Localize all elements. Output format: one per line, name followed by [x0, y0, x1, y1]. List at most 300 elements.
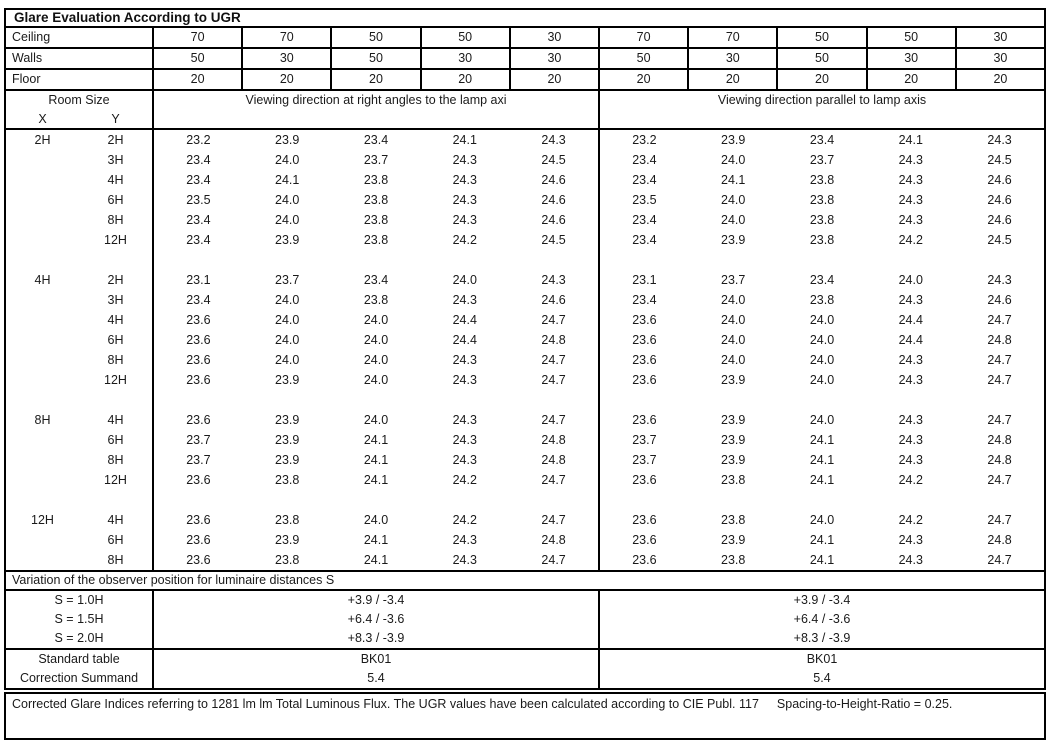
variation-value: +3.9 / -3.4	[347, 593, 405, 607]
ugr-value: 24.0	[275, 153, 300, 167]
surface-value: 30	[420, 49, 509, 68]
room-size-row	[6, 550, 152, 570]
surface-value: 20	[866, 70, 955, 89]
ugr-right-angles-row	[154, 470, 598, 490]
ugr-value: 23.4	[809, 133, 835, 147]
surface-value: 30	[509, 49, 598, 68]
ugr-value: 24.7	[987, 553, 1012, 567]
variation-value: +8.3 / -3.9	[793, 631, 851, 645]
ugr-value: 24.3	[452, 413, 477, 427]
ugr-right-angles-row	[154, 230, 598, 250]
ugr-y-label: 4H	[107, 313, 124, 327]
ugr-value: 23.8	[363, 293, 389, 307]
room-size-row	[6, 210, 152, 230]
ugr-x-label: 12H	[31, 513, 54, 527]
ugr-value: 24.3	[541, 273, 566, 287]
ugr-parallel-row	[600, 190, 1044, 210]
footer-note	[4, 692, 1046, 740]
surface-value: 30	[687, 49, 776, 68]
x-column-header: X	[38, 112, 47, 126]
surface-value: 30	[866, 49, 955, 68]
surface-value: 50	[866, 28, 955, 47]
ugr-value: 24.6	[987, 213, 1012, 227]
ugr-value: 24.6	[541, 293, 566, 307]
ugr-value: 23.4	[632, 233, 657, 247]
ugr-value: 24.0	[721, 213, 746, 227]
ugr-value: 23.6	[632, 413, 657, 427]
ugr-right-angles-row	[154, 330, 598, 350]
ugr-value: 23.7	[363, 153, 389, 167]
variation-distance-label: S = 2.0H	[54, 631, 104, 645]
ugr-x-label	[6, 430, 79, 450]
ugr-value: 24.1	[809, 533, 835, 547]
ugr-value: 24.3	[452, 553, 477, 567]
ugr-parallel-row	[600, 530, 1044, 550]
ugr-value: 24.2	[452, 473, 477, 487]
ugr-value: 24.8	[541, 453, 566, 467]
ugr-value: 23.7	[632, 453, 657, 467]
ugr-value: 24.4	[452, 313, 477, 327]
ugr-value: 24.0	[275, 313, 300, 327]
ugr-value: 23.9	[721, 433, 746, 447]
summary-left-column	[152, 650, 598, 688]
ugr-x-label	[6, 370, 79, 390]
ugr-value: 24.5	[987, 153, 1012, 167]
ugr-value: 23.7	[721, 273, 746, 287]
surface-value: 20	[152, 70, 241, 89]
ugr-value: 23.4	[186, 293, 211, 307]
ugr-x-label	[6, 470, 79, 490]
surface-value: 20	[687, 70, 776, 89]
ugr-y-label: 4H	[107, 173, 124, 187]
ugr-value: 23.9	[275, 373, 300, 387]
gap-row	[6, 250, 152, 270]
surface-value: 70	[152, 28, 241, 47]
summary-value: BK01	[806, 652, 838, 666]
variation-label-column	[6, 591, 152, 648]
ugr-value: 24.8	[987, 433, 1012, 447]
ugr-value: 24.0	[452, 273, 477, 287]
ugr-value: 24.0	[721, 193, 746, 207]
ugr-value: 24.2	[898, 233, 923, 247]
ugr-value: 23.8	[721, 513, 746, 527]
room-size-row	[6, 370, 152, 390]
variation-left-column	[152, 591, 598, 648]
ugr-value: 23.9	[275, 133, 300, 147]
ugr-value: 24.3	[898, 353, 923, 367]
ugr-value: 24.0	[809, 373, 835, 387]
ugr-value: 24.0	[721, 353, 746, 367]
ugr-right-angles-row	[154, 350, 598, 370]
variation-heading: Variation of the observer position for luminaire distances S	[6, 572, 1044, 591]
ugr-value: 24.3	[452, 213, 477, 227]
ugr-value: 23.8	[809, 233, 835, 247]
ugr-value: 24.2	[898, 473, 923, 487]
ugr-value: 23.9	[721, 373, 746, 387]
ugr-value: 23.7	[186, 453, 211, 467]
ugr-value: 23.8	[721, 553, 746, 567]
ugr-value: 24.7	[987, 513, 1012, 527]
ugr-value: 24.0	[809, 333, 835, 347]
variation-distance-label: S = 1.0H	[54, 593, 104, 607]
ugr-value: 23.9	[275, 433, 300, 447]
ugr-right-angles-row	[154, 430, 598, 450]
ugr-value: 23.6	[632, 553, 657, 567]
ugr-value: 23.6	[632, 473, 657, 487]
ugr-value: 24.3	[898, 433, 923, 447]
ugr-value: 24.3	[452, 153, 477, 167]
ugr-value: 24.4	[898, 333, 923, 347]
ugr-table	[4, 8, 1046, 690]
ugr-value: 24.0	[809, 353, 835, 367]
summary-rows	[6, 650, 1044, 688]
ugr-value: 24.5	[987, 233, 1012, 247]
page-title: Glare Evaluation According to UGR	[6, 10, 1044, 28]
ugr-y-label: 8H	[107, 213, 124, 227]
surface-value: 50	[420, 28, 509, 47]
ugr-x-label	[6, 290, 79, 310]
gap-row	[600, 390, 1044, 410]
ugr-value: 23.4	[632, 173, 657, 187]
room-size-row	[6, 410, 152, 430]
ugr-value: 23.8	[809, 213, 835, 227]
ugr-x-label	[6, 350, 79, 370]
ugr-value: 23.6	[186, 353, 211, 367]
ugr-value: 24.1	[275, 173, 300, 187]
ugr-value: 23.8	[363, 193, 389, 207]
ugr-value: 24.7	[541, 313, 566, 327]
ugr-value: 23.9	[275, 453, 300, 467]
ugr-value: 24.1	[363, 433, 389, 447]
y-column-header: Y	[111, 112, 120, 126]
gap-row	[154, 490, 598, 510]
ugr-value: 23.6	[186, 473, 211, 487]
ugr-value: 24.3	[452, 173, 477, 187]
parallel-values-column	[598, 130, 1044, 570]
ugr-value: 23.4	[186, 153, 211, 167]
room-size-row	[6, 130, 152, 150]
ugr-y-label: 8H	[107, 353, 124, 367]
footer-ratio-text: Spacing-to-Height-Ratio = 0.25.	[776, 697, 953, 711]
ugr-parallel-row	[600, 470, 1044, 490]
ugr-value: 24.3	[452, 293, 477, 307]
ugr-value: 23.8	[275, 513, 300, 527]
ugr-parallel-row	[600, 430, 1044, 450]
ugr-value: 24.0	[898, 273, 923, 287]
ugr-value: 23.6	[186, 373, 211, 387]
ugr-value: 24.3	[898, 373, 923, 387]
ugr-parallel-row	[600, 350, 1044, 370]
ugr-value: 23.1	[632, 273, 657, 287]
variation-value: +6.4 / -3.6	[793, 612, 851, 626]
ugr-value: 23.4	[632, 293, 657, 307]
ugr-x-label	[6, 150, 79, 170]
ugr-value: 24.3	[898, 553, 923, 567]
ugr-value: 24.4	[452, 333, 477, 347]
ugr-value: 23.9	[275, 233, 300, 247]
surface-value: 50	[330, 49, 419, 68]
summary-label-column	[6, 650, 152, 688]
ugr-parallel-row	[600, 310, 1044, 330]
ugr-y-label: 4H	[107, 513, 124, 527]
ugr-value: 24.8	[541, 533, 566, 547]
ugr-parallel-row	[600, 210, 1044, 230]
ugr-value: 23.8	[275, 473, 300, 487]
gap-row	[600, 490, 1044, 510]
ugr-value: 23.6	[632, 333, 657, 347]
surface-value: 20	[509, 70, 598, 89]
ugr-value: 24.4	[898, 313, 923, 327]
ugr-value: 24.7	[987, 313, 1012, 327]
ugr-right-angles-row	[154, 310, 598, 330]
ugr-value: 24.1	[721, 173, 746, 187]
ugr-value: 24.0	[363, 333, 389, 347]
room-size-header	[6, 91, 152, 128]
ugr-x-label	[6, 230, 79, 250]
ugr-x-label	[6, 210, 79, 230]
ugr-value: 24.3	[987, 273, 1012, 287]
ugr-value: 24.0	[721, 293, 746, 307]
ugr-parallel-row	[600, 550, 1044, 570]
room-size-row	[6, 330, 152, 350]
ugr-value: 23.9	[275, 533, 300, 547]
surface-value: 20	[241, 70, 330, 89]
ugr-value: 23.6	[186, 413, 211, 427]
ugr-value: 24.0	[275, 353, 300, 367]
ugr-right-angles-row	[154, 410, 598, 430]
ugr-parallel-row	[600, 170, 1044, 190]
ugr-value: 24.3	[898, 153, 923, 167]
ugr-y-label: 3H	[107, 153, 124, 167]
ugr-value: 24.7	[987, 353, 1012, 367]
ugr-value: 23.9	[721, 413, 746, 427]
ugr-value: 24.8	[541, 433, 566, 447]
ugr-value: 23.6	[632, 313, 657, 327]
ugr-x-label	[6, 530, 79, 550]
ugr-value: 24.2	[452, 513, 477, 527]
summary-value: BK01	[360, 652, 392, 666]
ugr-value: 24.3	[898, 453, 923, 467]
ugr-value: 24.2	[898, 513, 923, 527]
ugr-parallel-row	[600, 370, 1044, 390]
ugr-value: 23.6	[186, 333, 211, 347]
ugr-value: 24.0	[275, 213, 300, 227]
ugr-x-label: 4H	[34, 273, 51, 287]
variation-rows	[6, 591, 1044, 650]
room-size-row	[6, 190, 152, 210]
variation-distance-label: S = 1.5H	[54, 612, 104, 626]
ugr-value: 24.7	[987, 413, 1012, 427]
surface-row-label: Ceiling	[12, 30, 51, 44]
ugr-value: 23.9	[721, 453, 746, 467]
ugr-value: 24.3	[898, 193, 923, 207]
ugr-value: 23.7	[632, 433, 657, 447]
ugr-value: 24.0	[809, 513, 835, 527]
ugr-value: 23.4	[363, 133, 389, 147]
ugr-y-label: 3H	[107, 293, 124, 307]
ugr-value: 24.5	[541, 153, 566, 167]
ugr-value: 24.7	[541, 553, 566, 567]
surface-value: 50	[776, 49, 865, 68]
ugr-right-angles-row	[154, 150, 598, 170]
xy-header	[6, 110, 152, 128]
surface-value: 50	[598, 49, 687, 68]
ugr-value: 24.1	[809, 473, 835, 487]
ugr-value: 24.7	[541, 413, 566, 427]
ugr-y-label: 12H	[104, 473, 127, 487]
ugr-value: 23.6	[186, 313, 211, 327]
ugr-value: 23.6	[632, 513, 657, 527]
surface-value: 50	[330, 28, 419, 47]
ugr-right-angles-row	[154, 510, 598, 530]
ugr-value: 24.1	[809, 553, 835, 567]
ugr-value: 24.8	[541, 333, 566, 347]
variation-value: +8.3 / -3.9	[347, 631, 405, 645]
right-angles-group-header: Viewing direction at right angles to the lamp axi	[152, 91, 598, 128]
ugr-value: 24.2	[452, 233, 477, 247]
room-size-row	[6, 510, 152, 530]
ugr-value: 24.0	[809, 313, 835, 327]
ugr-value: 24.1	[363, 553, 389, 567]
ugr-value: 23.5	[186, 193, 211, 207]
room-size-row	[6, 150, 152, 170]
ugr-value: 24.3	[452, 353, 477, 367]
ugr-value: 23.4	[809, 273, 835, 287]
room-size-label: Room Size	[48, 93, 110, 107]
ugr-right-angles-row	[154, 290, 598, 310]
surface-value: 50	[776, 28, 865, 47]
ugr-value: 24.7	[541, 473, 566, 487]
ugr-value: 23.8	[363, 173, 389, 187]
ugr-x-label	[6, 450, 79, 470]
ugr-value: 24.3	[898, 293, 923, 307]
ugr-x-label: 2H	[34, 133, 51, 147]
ugr-value: 23.8	[275, 553, 300, 567]
ugr-right-angles-row	[154, 370, 598, 390]
surface-value: 30	[241, 49, 330, 68]
room-size-row	[6, 290, 152, 310]
ugr-value: 24.1	[809, 453, 835, 467]
ugr-value: 23.4	[632, 153, 657, 167]
ugr-value: 23.9	[721, 533, 746, 547]
ugr-value: 23.9	[721, 233, 746, 247]
ugr-value: 24.3	[452, 193, 477, 207]
variation-value: +3.9 / -3.4	[793, 593, 851, 607]
ugr-parallel-row	[600, 330, 1044, 350]
room-size-row	[6, 450, 152, 470]
surface-value: 20	[330, 70, 419, 89]
ugr-parallel-row	[600, 270, 1044, 290]
surface-value: 30	[955, 49, 1044, 68]
ugr-x-label	[6, 310, 79, 330]
summary-right-column	[598, 650, 1044, 688]
ugr-value: 24.7	[987, 473, 1012, 487]
ugr-value: 23.4	[186, 213, 211, 227]
ugr-value: 24.0	[721, 153, 746, 167]
ugr-value: 24.0	[363, 373, 389, 387]
ugr-right-angles-row	[154, 210, 598, 230]
ugr-value: 24.6	[987, 293, 1012, 307]
surface-value: 50	[152, 49, 241, 68]
ugr-value: 24.0	[363, 413, 389, 427]
ugr-value: 24.0	[275, 293, 300, 307]
room-size-row	[6, 530, 152, 550]
surface-value: 20	[776, 70, 865, 89]
ugr-value: 23.4	[632, 213, 657, 227]
ugr-value: 24.3	[452, 373, 477, 387]
ugr-value: 23.6	[632, 373, 657, 387]
ugr-x-label: 8H	[34, 413, 51, 427]
room-size-column	[6, 130, 152, 570]
ugr-value: 23.6	[632, 533, 657, 547]
ugr-value: 23.7	[275, 273, 300, 287]
surface-value: 70	[687, 28, 776, 47]
ugr-y-label: 12H	[104, 233, 127, 247]
summary-label: Standard table	[38, 652, 120, 666]
ugr-right-angles-row	[154, 170, 598, 190]
room-size-row	[6, 170, 152, 190]
ugr-parallel-row	[600, 150, 1044, 170]
ugr-value: 24.0	[363, 313, 389, 327]
ugr-y-label: 12H	[104, 373, 127, 387]
room-size-row	[6, 230, 152, 250]
ugr-value: 24.3	[987, 133, 1012, 147]
ugr-right-angles-row	[154, 130, 598, 150]
ugr-value: 23.6	[186, 553, 211, 567]
ugr-parallel-row	[600, 130, 1044, 150]
ugr-value: 23.6	[632, 353, 657, 367]
surface-value: 70	[598, 28, 687, 47]
ugr-value: 24.1	[363, 533, 389, 547]
gap-row	[154, 390, 598, 410]
ugr-y-label: 6H	[107, 533, 124, 547]
ugr-value: 23.1	[186, 273, 211, 287]
ugr-value: 23.6	[186, 533, 211, 547]
variation-value: +6.4 / -3.6	[347, 612, 405, 626]
summary-label: Correction Summand	[19, 671, 139, 685]
ugr-value: 24.1	[363, 453, 389, 467]
ugr-value: 24.7	[541, 373, 566, 387]
ugr-value: 24.1	[452, 133, 477, 147]
room-size-row	[6, 310, 152, 330]
ugr-parallel-row	[600, 510, 1044, 530]
ugr-y-label: 8H	[107, 453, 124, 467]
ugr-value: 24.7	[987, 373, 1012, 387]
room-size-row	[6, 270, 152, 290]
ugr-value: 23.9	[721, 133, 746, 147]
ugr-value: 24.3	[898, 213, 923, 227]
ugr-value: 24.0	[363, 513, 389, 527]
ugr-value: 23.4	[186, 233, 211, 247]
ugr-value: 23.8	[809, 193, 835, 207]
ugr-value: 24.3	[898, 413, 923, 427]
ugr-value: 24.8	[987, 453, 1012, 467]
ugr-value: 23.4	[363, 273, 389, 287]
ugr-value: 23.6	[186, 513, 211, 527]
ugr-parallel-row	[600, 410, 1044, 430]
surface-row	[6, 49, 1044, 70]
ugr-value: 24.1	[898, 133, 923, 147]
room-size-row	[6, 350, 152, 370]
ugr-value: 23.8	[809, 173, 835, 187]
ugr-value: 23.5	[632, 193, 657, 207]
variation-right-column	[598, 591, 1044, 648]
ugr-right-angles-row	[154, 550, 598, 570]
surface-row	[6, 70, 1044, 91]
ugr-value: 24.0	[275, 193, 300, 207]
surface-value: 20	[420, 70, 509, 89]
ugr-y-label: 8H	[107, 553, 124, 567]
